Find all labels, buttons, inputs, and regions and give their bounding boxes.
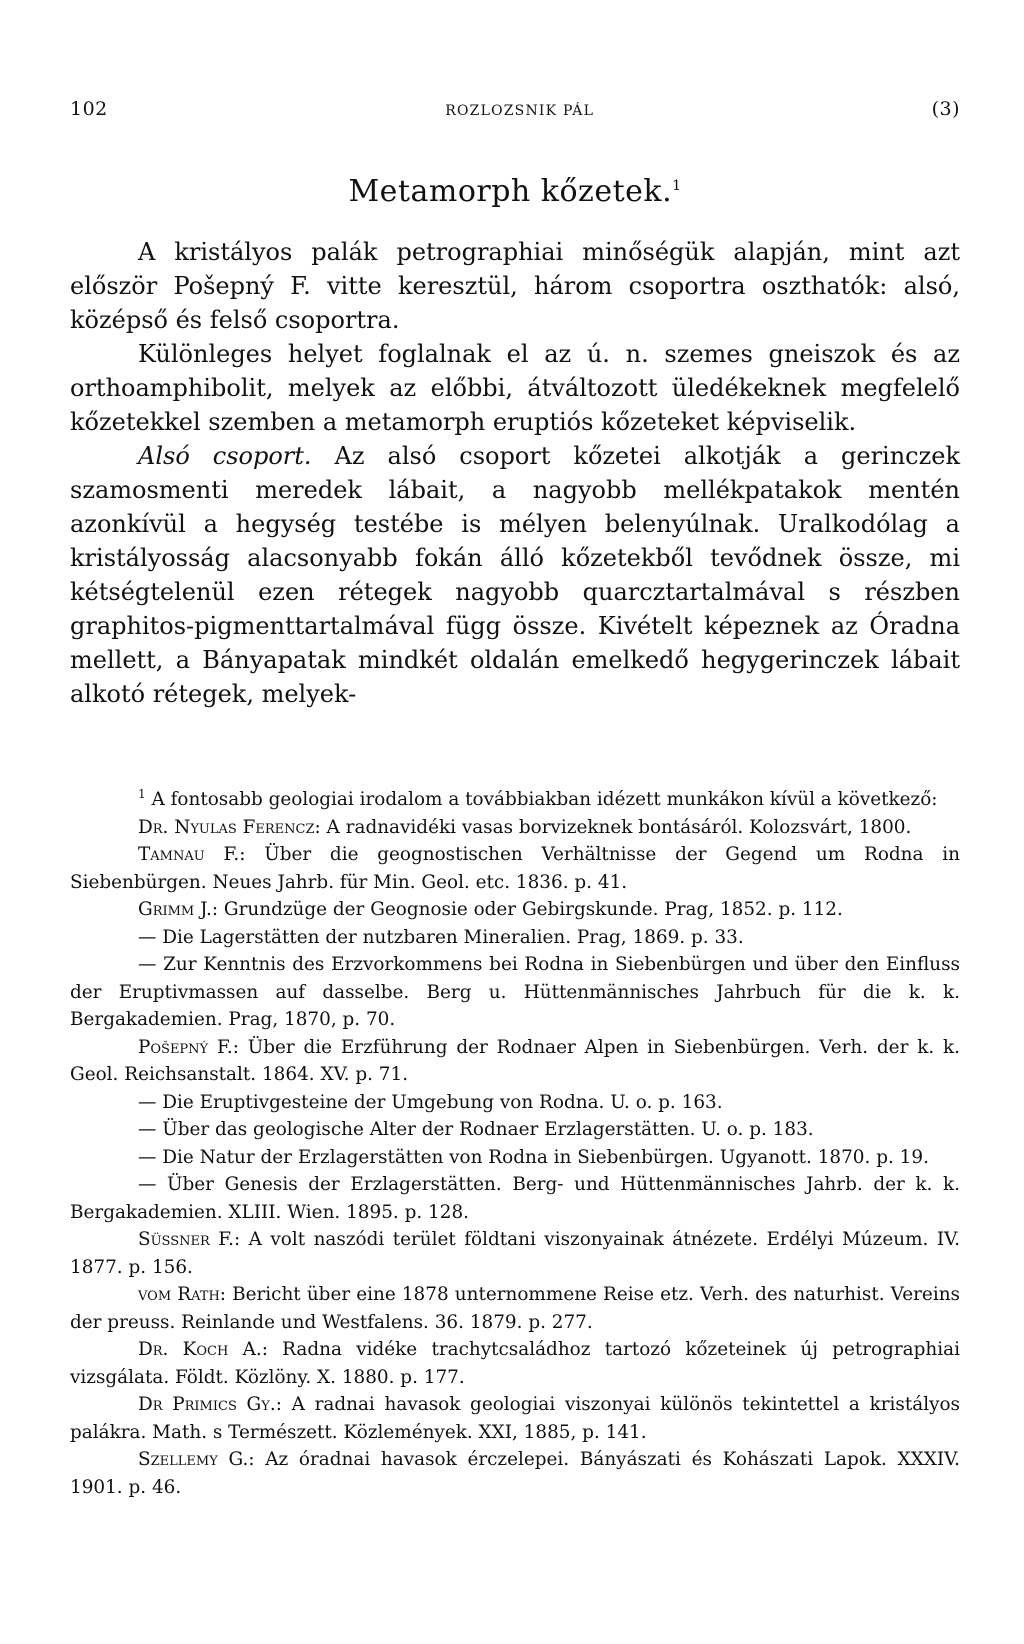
reference-author: Dr. Nyulas Ferencz (138, 816, 315, 838)
paragraph-3 (70, 439, 960, 711)
title-footnote-marker: 1 (672, 178, 682, 194)
reference-list (70, 814, 960, 1502)
footnote-marker: 1 (138, 787, 146, 801)
reference-entry (70, 1144, 960, 1172)
document-page (70, 98, 960, 1501)
reference-author: Dr Primics Gy. (138, 1394, 276, 1416)
paragraph-3-text: Az alsó csoport kőzetei alkotják a gerinczek szamosmenti meredek lábait, a nagyobb mellékpatakok mentén azonkívül a hegység testébe is mélyen belenyúlnak. Uralkodólag a kristályosság alacsonyabb fokán álló kőzetekből tevődnek össze, mi kétségtelenül ezen rétegek nagyobb quarcztartalmával s részben graphitos-pigmenttartalmával függ össze. Kivételt képeznek az Óradna mellett, a Bányapatak mindkét oldalán emelkedő hegygerinczek lábait alkotó rétegek, melyek- (70, 442, 960, 708)
reference-text: : Grundzüge der Geognosie oder Gebirgskunde. Prag, 1852. p. 112. (211, 899, 843, 921)
footnote-intro (70, 781, 960, 814)
reference-author: Grimm J. (138, 899, 212, 921)
chapter-title (70, 174, 960, 209)
running-head (70, 98, 960, 120)
reference-entry (70, 1336, 960, 1391)
reference-author: Szellemy G. (138, 1449, 249, 1471)
reference-entry (70, 1391, 960, 1446)
reference-entry (70, 1089, 960, 1117)
reference-text: : A volt naszódi terület földtani viszonyainak átnézete. Erdélyi Múzeum. IV. 1877. p. 156. (70, 1229, 960, 1278)
reference-entry (70, 896, 960, 924)
reference-text: — Zur Kenntnis des Erzvorkommens bei Rodna in Siebenbürgen und über den Einfluss der Eruptivmassen auf dasselbe. Berg u. Hüttenmännisches Jahrbuch für die k. k. Bergakademien. Prag, 1870, p. 70. (70, 954, 960, 1031)
paragraph-1: A kristályos palák petrographiai minőségük alapján, mint azt először Pošepný F. vitte keresztül, három csoportra oszthatók: alsó, középső és felső csoportra. (70, 238, 960, 334)
page-number: 102 (70, 98, 108, 120)
reference-text: — Über Genesis der Erzlagerstätten. Berg- und Hüttenmännisches Jahrb. der k. k. Bergakademien. XLIII. Wien. 1895. p. 128. (70, 1174, 960, 1223)
paragraph-2: Különleges helyet foglalnak el az ú. n. szemes gneiszok és az orthoamphibolit, melyek az előbbi, átváltozott üledékeknek megfelelő kőzetekkel szemben a metamorph eruptiós kőzeteket képviselik. (70, 340, 960, 436)
reference-author: Dr. Koch A. (138, 1339, 262, 1361)
reference-text: : Über die Erzführung der Rodnaer Alpen in Siebenbürgen. Verh. der k. k. Geol. Reichsanstalt. 1864. XV. p. 71. (70, 1036, 960, 1086)
reference-text: — Die Lagerstätten der nutzbaren Mineralien. Prag, 1869. p. 33. (138, 926, 744, 948)
reference-entry (70, 1171, 960, 1226)
reference-entry (70, 1281, 960, 1336)
reference-entry (70, 1226, 960, 1281)
reference-author: Pošepný F. (138, 1036, 233, 1058)
reference-entry (70, 814, 960, 842)
footnote-intro-text: A fontosabb geologiai irodalom a továbbiakban idézett munkákon kívül a következő: (145, 789, 938, 811)
paragraph-3-lead: Alsó csoport. (138, 442, 312, 470)
reference-entry (70, 1116, 960, 1144)
reference-entry (70, 1034, 960, 1089)
reference-entry (70, 951, 960, 1034)
reference-author: vom Rath (138, 1284, 220, 1306)
reference-entry (70, 924, 960, 952)
footnotes (70, 781, 960, 1501)
reference-text: — Die Eruptivgesteine der Umgebung von Rodna. U. o. p. 163. (138, 1091, 723, 1113)
reference-author: Tamnau F. (138, 844, 240, 866)
reference-text: — Die Natur der Erzlagerstätten von Rodna in Siebenbürgen. Ugyanott. 1870. p. 19. (138, 1146, 929, 1168)
chapter-title-text: Metamorph kőzetek. (348, 174, 673, 209)
reference-entry (70, 1446, 960, 1501)
reference-text: : A radnai havasok geologiai viszonyai különös tekintettel a kristályos palákra. Math. s Természett. Közlemények. XXI, 1885, p. 141. (70, 1394, 960, 1443)
reference-text: : Radna vidéke trachytcsaládhoz tartozó kőzeteinek új petrographiai vizsgálata. Földt. Közlöny. X. 1880. p. 177. (70, 1339, 960, 1388)
reference-text: : A radnavidéki vasas borvizeknek bontásáról. Kolozsvárt, 1800. (314, 816, 912, 838)
section-number: (3) (931, 98, 960, 120)
body-text (70, 235, 960, 711)
reference-text: : Über die geognostischen Verhältnisse der Gegend um Rodna in Siebenbürgen. Neues Jahrb. für Min. Geol. etc. 1836. p. 41. (70, 844, 960, 893)
running-head-author: ROZLOZSNIK PÁL (445, 103, 595, 119)
reference-text: : Az óradnai havasok érczelepei. Bányászati és Kohászati Lapok. XXXIV. 1901. p. 46. (70, 1449, 960, 1498)
reference-text: — Über das geologische Alter der Rodnaer Erzlagerstätten. U. o. p. 183. (138, 1119, 814, 1141)
separator-space (70, 711, 960, 763)
reference-text: : Bericht über eine 1878 unternommene Reise etz. Verh. des naturhist. Vereins der preuss. Reinlande und Westfalens. 36. 1879. p. 277. (70, 1284, 960, 1333)
reference-entry (70, 841, 960, 896)
reference-author: Süssner F. (138, 1229, 234, 1251)
